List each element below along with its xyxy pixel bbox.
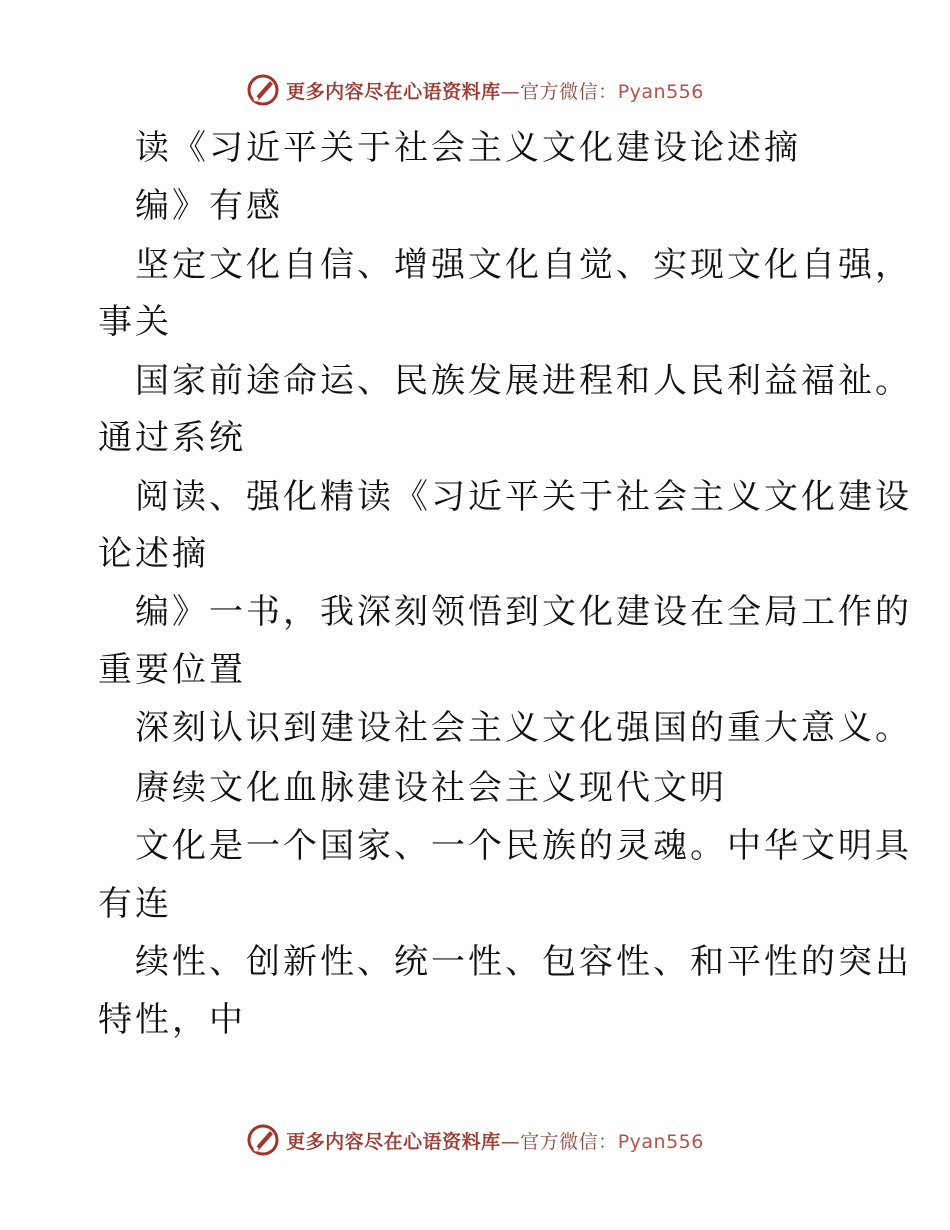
text-line: 事关: [98, 302, 172, 342]
pen-logo-icon: [246, 1123, 280, 1157]
header-banner-text: [286, 77, 704, 104]
footer-library-name: 更多内容尽在心语资料库: [286, 1130, 501, 1153]
text-line: 重要位置: [98, 650, 246, 690]
text-line: 有连: [98, 884, 172, 924]
text-line: 通过系统: [98, 418, 246, 458]
header-library-name: 更多内容尽在心语资料库: [286, 80, 501, 103]
text-line: 国家前途命运、民族发展进程和人民利益福祉。: [135, 361, 912, 401]
footer-wechat-account: Pyan556: [617, 1130, 704, 1153]
header-wechat-account: Pyan556: [617, 80, 704, 103]
text-line: 读《习近平关于社会主义文化建设论述摘: [135, 128, 801, 168]
footer-wechat-label: 官方微信：: [520, 1130, 618, 1153]
text-line: 续性、创新性、统一性、包容性、和平性的突出: [135, 942, 912, 982]
text-line: 编》一书，我深刻领悟到文化建设在全局工作的: [135, 592, 912, 632]
footer-banner: [0, 1120, 950, 1160]
footer-banner-text: [286, 1127, 704, 1154]
footer-separator: —: [500, 1130, 521, 1153]
text-line: 阅读、强化精读《习近平关于社会主义文化建设: [135, 477, 912, 517]
text-line: 赓续文化血脉建设社会主义现代文明: [135, 768, 727, 808]
text-line: 文化是一个国家、一个民族的灵魂。中华文明具: [135, 826, 912, 866]
header-wechat-label: 官方微信：: [520, 80, 618, 103]
header-banner: [0, 70, 950, 110]
text-line: 深刻认识到建设社会主义文化强国的重大意义。: [135, 708, 912, 748]
text-line: 编》有感: [135, 186, 283, 226]
header-separator: —: [500, 80, 521, 103]
text-line: 坚定文化自信、增强文化自觉、实现文化自强，: [135, 245, 912, 285]
text-line: 论述摘: [98, 534, 209, 574]
text-line: 特性，中: [98, 1000, 246, 1040]
pen-logo-icon: [246, 73, 280, 107]
